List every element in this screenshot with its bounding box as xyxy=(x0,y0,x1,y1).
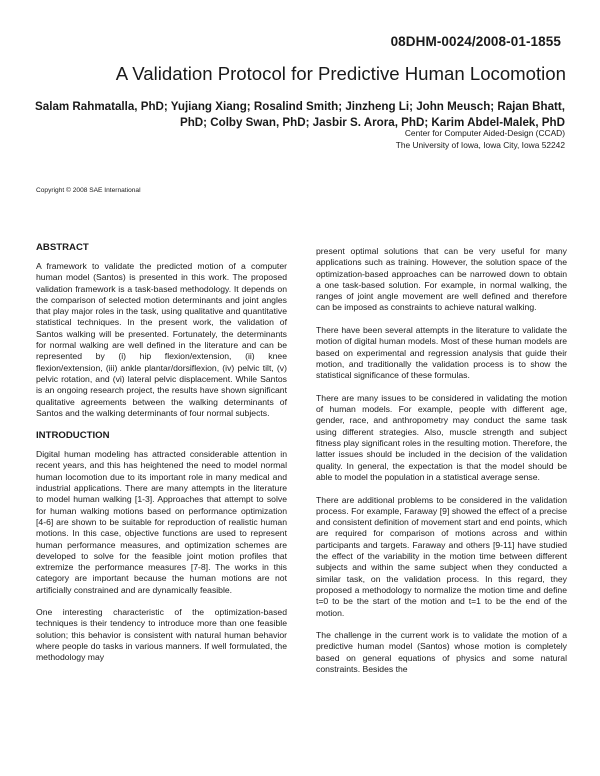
affiliation xyxy=(396,128,565,151)
right-paragraph-5: The challenge in the current work is to validate the motion of a predictive human model (Santos) whose motion is completely based on general equations of physics and some natural constraints. Besides the xyxy=(316,630,567,674)
left-column xyxy=(36,242,287,675)
paper-title: A Validation Protocol for Predictive Human Locomotion xyxy=(115,63,566,84)
author-list: Salam Rahmatalla, PhD; Yujiang Xiang; Rosalind Smith; Jinzheng Li; John Meusch; Rajan Bhatt, PhD; Colby Swan, PhD; Jasbir S. Arora, PhD; Karim Abdel-Malek, PhD xyxy=(35,100,565,129)
right-paragraph-3: There are many issues to be considered in validating the motion of human models. For example, people with different age, gender, race, and anthropometry may conduct the same task using different strategies. Also, muscle strength and subject fitness play significant roles in the resulting motion. Therefore, the latter issues should be included in the decision of the validation quality. In general, the expectation is that the model should be able to model the population in a statistical average sense. xyxy=(316,392,567,482)
introduction-heading: INTRODUCTION xyxy=(36,430,110,442)
right-paragraph-2: There have been several attempts in the literature to validate the motion of digital human models. Most of these human models are based on experimental and regression analysis that guide their motion, and traditionally the validation process is to show the statistical significance of these formulas. xyxy=(316,325,567,381)
paper-id: 08DHM-0024/2008-01-1855 xyxy=(390,34,561,49)
introduction-paragraph-2: One interesting characteristic of the optimization-based techniques is their tendency to introduce more than one feasible solution; this behavior is consistent with natural human behavior where people do tasks in various manners. If well formulated, the methodology may xyxy=(36,607,287,663)
right-paragraph-4: There are additional problems to be considered in the validation process. For example, Faraway [9] showed the effect of a precise and consistent definition of movement start and end points, which are required for comparison of motions across and within participants and targets. Faraway and others [9-11] have studied the effect of the variability in the motion time between different subjects and within the same subject when they conducted a similar task, on the validation process. In this regard, they proposed a methodology to normalize the motion time and define t=0 to be the start of the motion and t=1 to be the end of the motion. xyxy=(316,494,567,618)
right-column xyxy=(316,246,567,687)
introduction-paragraph-1: Digital human modeling has attracted considerable attention in recent years, and this has heightened the need to model normal human locomotion due to its important role in many medical and industrial applications. There are many attempts in the literature to model human walking [1-3]. Approaches that attempt to solve for human walking motions based on performance optimization [4-6] are shown to be suitable for reproduction of realistic human motions. In this case, objective functions are used to represent human performance measures, and optimization schemes are developed to solve for the feasible joint motion profiles that extremize the performance measures [7-8]. The works in this category are important because the human motions are not artificially constrained and are dynamically feasible. xyxy=(36,449,287,595)
right-paragraph-1: present optimal solutions that can be very useful for many applications such as training. However, the solution space of the optimization-based approaches can be narrowed down to obtain a one task-based solution. For example, in normal walking, the ranges of joint angle movement are well defined and therefore can be imposed as constraints to achieve natural walking. xyxy=(316,246,567,313)
abstract-heading: ABSTRACT xyxy=(36,242,89,253)
affiliation-university: The University of Iowa, Iowa City, Iowa 52242 xyxy=(395,139,565,150)
copyright-notice: Copyright © 2008 SAE International xyxy=(36,187,141,194)
abstract-paragraph: A framework to validate the predicted motion of a computer human model (Santos) is presented in this work. The proposed validation framework is a task-based methodology. It depends on the comparison of selected motion determinants and joint angles that play major roles in the task, using qualitative and quantitative statistical techniques. In the present work, the validation of Santos walking will be presented. Fortunately, the determinants for normal walking are well defined in the literature and can be represented by (i) hip flexion/extension, (ii) knee flexion/extension, (iii) ankle plantar/dorsiflexion, (iv) pelvic tilt, (v) pelvic rotation, and (vi) lateral pelvic displacement. While Santos is an ongoing research project, the results have shown significant qualitative agreements between the walking determinants of Santos and the walking determinants of four normal subjects. xyxy=(36,261,287,418)
affiliation-center: Center for Computer Aided-Design (CCAD) xyxy=(404,128,565,138)
